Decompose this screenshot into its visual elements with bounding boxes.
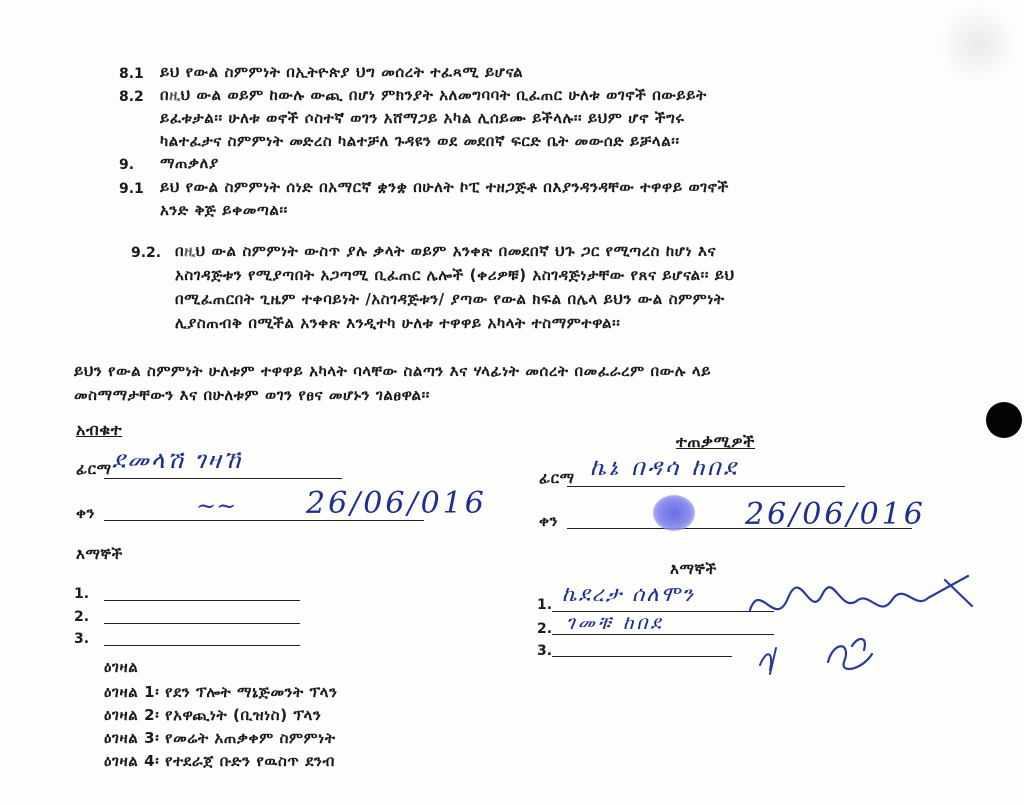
witness-line xyxy=(552,656,732,657)
witness-number: 3. xyxy=(537,643,553,659)
clause-line: ይፈቱታል፡፡ ሁለቱ ወኖች ሶስተኛ ወገን አሸማጋይ አካል ሊሰይሙ ይችላሉ፡፡ ይህም ሆኖ ችግሩ xyxy=(160,109,685,127)
left-handwritten-signature: ደመላሽ ገዛኸ xyxy=(112,446,243,474)
clause-number: 9.2. xyxy=(131,245,162,261)
witness-number: 2. xyxy=(537,621,553,637)
right-handwritten-date: 26/06/016 xyxy=(745,497,926,532)
right-witness-2-handwriting: ገመቹ ከበደ xyxy=(566,612,664,634)
closing-line: መስማማታቸውን እና በሁለቱም ወገን የፀና መሆኑን ገልፀዋል፡፡ xyxy=(74,386,430,404)
clause-text: ይህ የውል ስምምነት በኢትዮጵያ ህግ መሰረት ተፈጻሚ ይሆናል xyxy=(160,63,524,81)
right-handwritten-signature: ኬኔ በዳሳ ከበደ xyxy=(590,455,740,481)
annex-item: ዕገዛል 1፡ የደን ፕሎት ማኔጅመንት ፕላን xyxy=(104,683,338,701)
clause-line: በዚህ ውል ስምምነት ውስጥ ያሉ ቃላት ወይም አንቀጽ በመደበኛ ህጉ ጋር የሚጣረስ ከሆነ እና xyxy=(175,242,717,260)
left-handwritten-date: 26/06/016 xyxy=(306,486,487,521)
witness-number: 2. xyxy=(74,609,90,625)
clause-number: 9.1 xyxy=(119,181,144,197)
witness-line xyxy=(104,600,300,601)
right-witness-1-handwriting: ኬደረታ ሰለሞን xyxy=(562,582,695,606)
left-party-heading: አብቁተ xyxy=(76,420,123,439)
left-date-label: ቀን xyxy=(76,504,96,522)
annex-item: ዕገዛል 3፡ የመሬት አጠቃቀም ስምምነት xyxy=(104,729,336,747)
annex-item: ዕገዛል 2፡ የአዋጪነት (ቢዝነስ) ፕላን xyxy=(104,706,322,724)
right-date-label: ቀን xyxy=(539,512,559,530)
clause-line: አስገዳጅቱን የሚያጣበት አጋጣሚ ቢፈጠር ሌሎች (ቀሪዎቹ) አስገዳጅነታቸው የጸና ይሆናል፡፡ ይህ xyxy=(175,266,735,284)
right-witnesses-heading: እማኞች xyxy=(670,560,717,578)
left-date-strike-icon: ~~ xyxy=(196,492,237,520)
clause-number: 9. xyxy=(119,157,135,173)
left-witnesses-heading: እማኞች xyxy=(76,545,123,563)
left-signature-line xyxy=(104,478,342,479)
right-signature-label: ፊርማ xyxy=(539,469,575,487)
clause-line: ይህ የውል ስምምነት ሰነድ በአማርኛ ቋንቋ በሁለት ኮፒ ተዘጋጅቶ በእያንዳንዳቸው ተዋዋይ ወገኖች xyxy=(160,178,729,196)
witness-number: 1. xyxy=(74,586,90,602)
annex-heading: ዕገዛል xyxy=(104,658,139,676)
left-signature-label: ፊርማ xyxy=(76,460,112,478)
smudge-icon xyxy=(938,4,1018,84)
right-signature-line xyxy=(567,486,845,487)
punch-hole-icon xyxy=(986,402,1022,438)
clause-line: ሊያስጠብቅ በሚችል አንቀጽ እንዲተካ ሁለቱ ተዋዋይ አካላት ተስማምተዋል፡፡ xyxy=(175,314,621,332)
clause-line: አንድ ቅጅ ይቀመጣል፡፡ xyxy=(160,201,288,219)
witness-number: 1. xyxy=(537,597,553,613)
clause-line: በዚህ ውል ወይም ከውሉ ውጪ በሆነ ምክንያት አለመግባባት ቢፈጠር ሁለቱ ወገኖች በውይይት xyxy=(160,86,707,104)
annex-item: ዕገዛል 4፡ የተደራጀ ቡድን የዉስጥ ደንብ xyxy=(104,752,335,770)
clause-line: በሚፈጠርበት ጊዜም ተቀባይነት /አስገዳጅቱን/ ያጣው የውል ክፍል በሌላ ይህን ውል ስምምነት xyxy=(175,290,725,308)
section-heading: ማጠቃለያ xyxy=(160,154,219,172)
fingerprint-icon xyxy=(653,495,695,531)
closing-line: ይህን የውል ስምምነት ሁለቱም ተዋዋይ አካላት ባላቸው ስልጣን እና ሃላፊነት መሰረት በመፈራረም በውሉ ላይ xyxy=(74,362,712,380)
right-party-heading: ተጠቃሚዎች xyxy=(676,432,756,451)
witness-line xyxy=(104,645,300,646)
clause-number: 8.2 xyxy=(119,89,144,105)
clause-line: ካልተፈታና ስምምነት መድረስ ካልተቻለ ጉዳዩን ወደ መደበኛ ፍርድ ቤት መውሰድ ይቻላል፡፡ xyxy=(160,132,680,150)
witness-number: 3. xyxy=(74,631,90,647)
witness-line xyxy=(104,623,300,624)
clause-number: 8.1 xyxy=(119,66,144,82)
witness-signature-scribble-icon xyxy=(740,570,980,680)
